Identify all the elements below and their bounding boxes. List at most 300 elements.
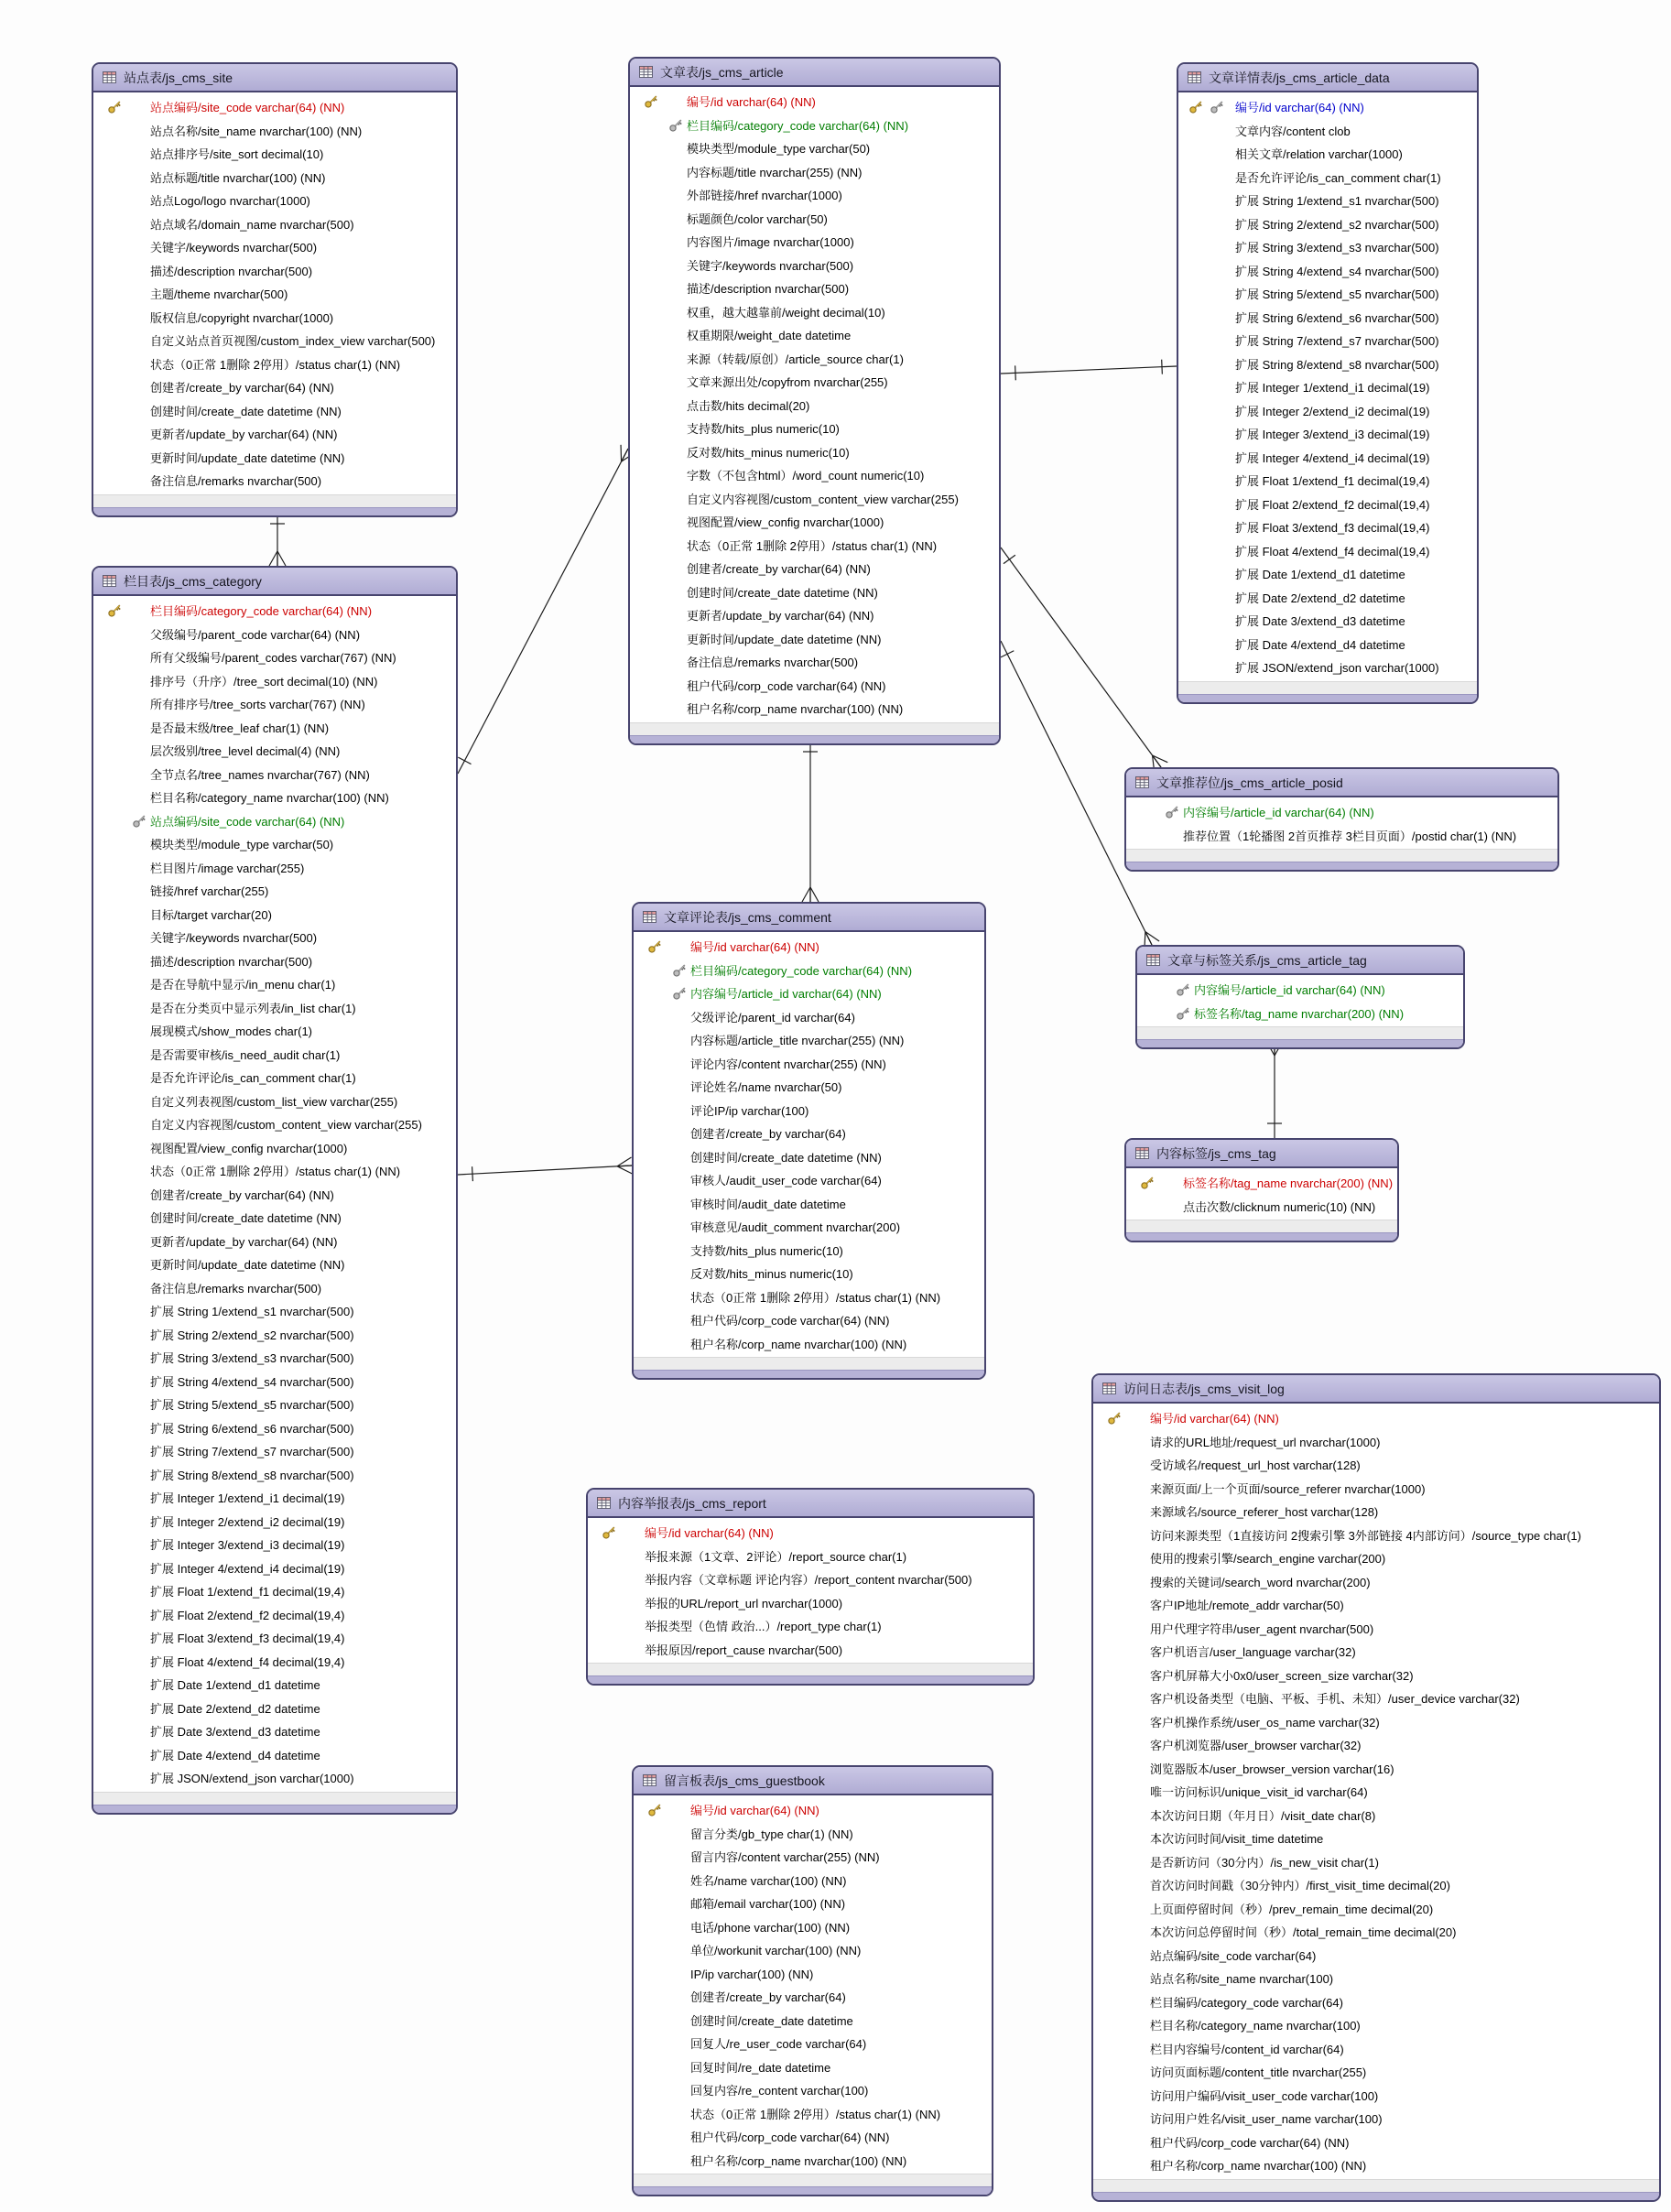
field-label: 租户代码/corp_code varchar(64) (NN) xyxy=(690,1313,890,1328)
table-header-js_cms_category[interactable] xyxy=(93,568,456,596)
field-row xyxy=(93,189,456,212)
field-label: 举报类型（色情 政治...）/report_type char(1) xyxy=(645,1619,882,1633)
table-footer xyxy=(1126,1220,1397,1232)
entity-table-js_cms_article_data[interactable] xyxy=(1177,62,1479,704)
field-row xyxy=(630,650,999,674)
field-label: 来源域名/source_referer_host varchar(128) xyxy=(1150,1504,1379,1519)
field-row xyxy=(93,1346,456,1370)
field-label: 描述/description nvarchar(500) xyxy=(687,281,850,296)
table-footer xyxy=(588,1663,1033,1675)
field-row xyxy=(630,697,999,721)
field-label: 创建者/create_by varchar(64) xyxy=(690,1126,846,1141)
primary-key-icon xyxy=(647,1802,663,1817)
field-label: 状态（0正常 1删除 2停用）/status char(1) (NN) xyxy=(150,357,401,372)
table-field-list xyxy=(634,932,984,1357)
field-label: 描述/description nvarchar(500) xyxy=(150,954,313,969)
field-row xyxy=(634,2055,992,2079)
field-label: 扩展 Integer 2/extend_i2 decimal(19) xyxy=(150,1514,345,1529)
field-row xyxy=(634,935,984,959)
primary-key-icon xyxy=(107,602,123,618)
field-row xyxy=(1093,1733,1659,1757)
field-label: 姓名/name varchar(100) (NN) xyxy=(690,1873,847,1888)
field-label: 全节点名/tree_names nvarchar(767) (NN) xyxy=(150,767,370,782)
field-label: 权重期限/weight_date datetime xyxy=(687,328,852,342)
field-label: 留言分类/gb_type char(1) (NN) xyxy=(690,1827,853,1841)
field-label: 反对数/hits_minus numeric(10) xyxy=(690,1266,853,1281)
field-row xyxy=(1178,446,1477,470)
field-label: 唯一访问标识/unique_visit_id varchar(64) xyxy=(1150,1784,1368,1799)
field-row xyxy=(588,1521,1033,1545)
table-title: 文章评论表/js_cms_comment xyxy=(664,909,831,925)
field-label: 创建时间/create_date datetime (NN) xyxy=(150,404,342,418)
field-label: 内容编号/article_id varchar(64) (NN) xyxy=(1194,982,1385,997)
field-row xyxy=(93,1697,456,1720)
field-label: 扩展 String 7/extend_s7 nvarchar(500) xyxy=(1235,333,1439,348)
entity-table-js_cms_tag[interactable] xyxy=(1124,1138,1399,1242)
table-header-js_cms_visit_log[interactable] xyxy=(1093,1375,1659,1404)
field-row xyxy=(630,534,999,558)
field-row xyxy=(1093,2037,1659,2061)
field-label: 视图配置/view_config nvarchar(1000) xyxy=(150,1141,348,1155)
field-row xyxy=(1093,2084,1659,2108)
field-label: 扩展 String 5/extend_s5 nvarchar(500) xyxy=(1235,287,1439,301)
field-label: 来源（转载/原创）/article_source char(1) xyxy=(687,352,904,366)
table-title: 栏目表/js_cms_category xyxy=(124,573,262,589)
field-label: 栏目编码/category_code varchar(64) xyxy=(1150,1995,1343,2010)
field-row xyxy=(630,347,999,371)
table-header-js_cms_site[interactable] xyxy=(93,64,456,92)
field-label: 状态（0正常 1删除 2停用）/status char(1) (NN) xyxy=(690,2107,941,2121)
table-field-list xyxy=(93,596,456,1792)
field-row xyxy=(1178,539,1477,563)
field-label: 扩展 Date 1/extend_d1 datetime xyxy=(1235,567,1405,581)
field-label: 自定义列表视图/custom_list_view varchar(255) xyxy=(150,1094,398,1109)
field-row xyxy=(634,1869,992,1892)
field-label: 邮箱/email varchar(100) (NN) xyxy=(690,1896,846,1911)
field-row xyxy=(93,669,456,693)
field-row xyxy=(93,329,456,352)
field-row xyxy=(634,1915,992,1939)
field-label: 使用的搜索引擎/search_engine varchar(200) xyxy=(1150,1551,1386,1566)
field-row xyxy=(93,1206,456,1230)
field-label: 是否在分类页中显示列表/in_list char(1) xyxy=(150,1001,356,1015)
field-label: 本次访问日期（年月日）/visit_date char(8) xyxy=(1150,1808,1376,1823)
field-label: 审核意见/audit_comment nvarchar(200) xyxy=(690,1220,901,1234)
field-label: 扩展 Integer 1/extend_i1 decimal(19) xyxy=(150,1491,345,1505)
field-row xyxy=(1093,1920,1659,1944)
table-footer-bar xyxy=(1126,1232,1397,1241)
field-row xyxy=(1093,1546,1659,1570)
field-label: 模块类型/module_type varchar(50) xyxy=(687,141,871,156)
field-row xyxy=(1126,1171,1397,1195)
field-label: 编号/id varchar(64) (NN) xyxy=(690,939,819,954)
table-footer-bar xyxy=(588,1675,1033,1684)
field-label: 扩展 Integer 1/extend_i1 decimal(19) xyxy=(1235,380,1430,395)
field-label: 扩展 Date 1/extend_d1 datetime xyxy=(150,1677,320,1692)
table-header-js_cms_comment[interactable] xyxy=(634,904,984,932)
field-row xyxy=(93,949,456,973)
field-row xyxy=(93,1112,456,1136)
field-row xyxy=(1093,1570,1659,1594)
field-row xyxy=(93,739,456,763)
field-label: 扩展 Date 3/extend_d3 datetime xyxy=(1235,613,1405,628)
field-label: 关键字/keywords nvarchar(500) xyxy=(687,258,854,273)
field-label: 评论姓名/name nvarchar(50) xyxy=(690,1079,842,1094)
field-label: 创建者/create_by varchar(64) (NN) xyxy=(150,1187,334,1202)
field-label: 留言内容/content varchar(255) (NN) xyxy=(690,1849,880,1864)
field-label: 栏目编码/category_code varchar(64) (NN) xyxy=(690,963,913,978)
field-label: 栏目编码/category_code varchar(64) (NN) xyxy=(687,118,909,133)
foreign-key-icon xyxy=(672,962,688,978)
field-label: 排序号（升序）/tree_sort decimal(10) (NN) xyxy=(150,674,378,689)
field-label: 租户名称/corp_name nvarchar(100) (NN) xyxy=(1150,2158,1367,2173)
field-row xyxy=(93,1486,456,1510)
field-label: 单位/workunit varchar(100) (NN) xyxy=(690,1943,862,1957)
field-row xyxy=(93,786,456,809)
primary-key-icon xyxy=(1188,99,1204,114)
field-label: 用户代理字符串/user_agent nvarchar(500) xyxy=(1150,1621,1374,1636)
primary-key-icon xyxy=(107,99,123,114)
field-label: 站点域名/domain_name nvarchar(500) xyxy=(150,217,354,232)
field-row xyxy=(93,1766,456,1790)
table-grid-icon xyxy=(1135,1147,1149,1159)
field-row xyxy=(588,1638,1033,1662)
field-row xyxy=(1093,2107,1659,2131)
field-label: 扩展 Date 3/extend_d3 datetime xyxy=(150,1724,320,1739)
field-label: 栏目内容编号/content_id varchar(64) xyxy=(1150,2042,1344,2056)
primary-key-icon xyxy=(1140,1175,1156,1190)
field-label: 租户代码/corp_code varchar(64) (NN) xyxy=(1150,2135,1350,2150)
entity-table-js_cms_report[interactable] xyxy=(586,1488,1035,1686)
field-row xyxy=(93,282,456,306)
field-row xyxy=(1178,329,1477,352)
field-row xyxy=(1093,1430,1659,1454)
field-row xyxy=(93,259,456,283)
field-label: 举报内容（文章标题 评论内容）/report_content nvarchar(500) xyxy=(645,1572,972,1587)
field-label: 推荐位置（1轮播图 2首页推荐 3栏目页面）/postid char(1) (NN) xyxy=(1183,829,1517,843)
field-label: 扩展 String 1/extend_s1 nvarchar(500) xyxy=(150,1304,354,1318)
field-label: 扩展 String 3/extend_s3 nvarchar(500) xyxy=(150,1350,354,1365)
field-row xyxy=(93,763,456,786)
field-row xyxy=(588,1614,1033,1638)
field-label: 受访域名/request_url_host varchar(128) xyxy=(1150,1458,1361,1472)
field-label: 创建时间/create_date datetime (NN) xyxy=(687,585,878,600)
field-row xyxy=(1178,375,1477,399)
field-label: 编号/id varchar(64) (NN) xyxy=(690,1803,819,1817)
field-row xyxy=(634,2102,992,2126)
field-row xyxy=(634,1005,984,1029)
field-label: 父级评论/parent_id varchar(64) xyxy=(690,1010,855,1025)
table-field-list xyxy=(1093,1404,1659,2179)
field-label: 扩展 String 6/extend_s6 nvarchar(500) xyxy=(1235,310,1439,325)
field-row xyxy=(588,1591,1033,1615)
field-label: 请求的URL地址/request_url nvarchar(1000) xyxy=(1150,1435,1381,1449)
field-row xyxy=(1093,1780,1659,1804)
field-label: 扩展 Integer 4/extend_i4 decimal(19) xyxy=(1235,450,1430,465)
field-label: 客户IP地址/remote_addr varchar(50) xyxy=(1150,1598,1344,1612)
field-label: 站点排序号/site_sort decimal(10) xyxy=(150,146,324,161)
field-row xyxy=(630,463,999,487)
table-field-list xyxy=(1126,1168,1397,1220)
table-grid-icon xyxy=(643,1774,656,1786)
field-label: 是否在导航中显示/in_menu char(1) xyxy=(150,977,336,992)
field-label: 外部链接/href nvarchar(1000) xyxy=(687,188,842,202)
field-row xyxy=(634,1285,984,1309)
table-footer xyxy=(1178,681,1477,694)
table-footer xyxy=(1126,849,1557,862)
entity-table-js_cms_guestbook[interactable] xyxy=(632,1765,993,2196)
field-row xyxy=(93,1252,456,1276)
field-row xyxy=(1093,1710,1659,1734)
field-label: 扩展 Float 3/extend_f3 decimal(19,4) xyxy=(150,1631,345,1645)
field-row xyxy=(93,1579,456,1603)
field-row xyxy=(1178,166,1477,190)
field-row xyxy=(1093,1617,1659,1641)
field-label: 编号/id varchar(64) (NN) xyxy=(1150,1411,1279,1426)
field-label: 栏目编码/category_code varchar(64) (NN) xyxy=(150,603,373,618)
table-grid-icon xyxy=(597,1497,611,1509)
field-label: 更新时间/update_date datetime (NN) xyxy=(150,450,345,465)
field-label: 扩展 String 6/extend_s6 nvarchar(500) xyxy=(150,1421,354,1436)
field-label: 字数（不包含html）/word_count numeric(10) xyxy=(687,468,925,483)
field-row xyxy=(93,446,456,470)
field-label: 内容编号/article_id varchar(64) (NN) xyxy=(690,986,882,1001)
field-label: 扩展 Float 2/extend_f2 decimal(19,4) xyxy=(150,1608,345,1622)
field-row xyxy=(1178,422,1477,446)
field-label: 创建者/create_by varchar(64) xyxy=(690,1990,846,2004)
field-row xyxy=(634,2125,992,2149)
field-row xyxy=(93,1090,456,1113)
field-label: 举报的URL/report_url nvarchar(1000) xyxy=(645,1596,843,1610)
field-row xyxy=(634,1798,992,1822)
field-label: 审核人/audit_user_code varchar(64) xyxy=(690,1173,882,1187)
field-row xyxy=(93,716,456,740)
field-label: 文章来源出处/copyfrom nvarchar(255) xyxy=(687,374,888,389)
field-label: 站点编码/site_code varchar(64) (NN) xyxy=(150,814,345,829)
field-row xyxy=(1093,1827,1659,1850)
field-label: 评论IP/ip varchar(100) xyxy=(690,1103,809,1118)
field-row xyxy=(1178,515,1477,539)
field-label: 扩展 JSON/extend_json varchar(1000) xyxy=(1235,660,1439,675)
foreign-key-icon xyxy=(1176,1005,1191,1021)
field-row xyxy=(1178,282,1477,306)
field-label: 站点编码/site_code varchar(64) (NN) xyxy=(150,100,345,114)
field-row xyxy=(93,1416,456,1440)
field-row xyxy=(1126,800,1557,824)
field-label: 举报原因/report_cause nvarchar(500) xyxy=(645,1643,843,1657)
field-label: 是否允许评论/is_can_comment char(1) xyxy=(1235,170,1441,185)
field-label: 访问用户姓名/visit_user_name varchar(100) xyxy=(1150,2111,1383,2126)
field-label: 回复时间/re_date datetime xyxy=(690,2060,831,2075)
field-row xyxy=(634,1239,984,1263)
field-label: 客户机语言/user_language varchar(32) xyxy=(1150,1644,1356,1659)
field-label: 标题颜色/color varchar(50) xyxy=(687,211,828,226)
field-row xyxy=(630,510,999,534)
field-row xyxy=(630,557,999,580)
table-grid-icon xyxy=(103,71,116,83)
field-row xyxy=(93,1183,456,1207)
table-grid-icon xyxy=(103,575,116,587)
field-label: 反对数/hits_minus numeric(10) xyxy=(687,445,850,460)
field-label: 备注信息/remarks nvarchar(500) xyxy=(687,655,859,669)
field-row xyxy=(1178,189,1477,212)
field-row xyxy=(634,1052,984,1076)
field-label: 扩展 Float 1/extend_f1 decimal(19,4) xyxy=(150,1584,345,1599)
field-row xyxy=(1093,1453,1659,1477)
field-row xyxy=(634,1938,992,1962)
table-footer-bar xyxy=(1126,862,1557,870)
field-row xyxy=(634,2009,992,2033)
field-row xyxy=(93,645,456,669)
field-label: 模块类型/module_type varchar(50) xyxy=(150,837,334,851)
table-header-js_cms_guestbook[interactable] xyxy=(634,1767,992,1795)
field-row xyxy=(1093,2060,1659,2084)
field-row xyxy=(1178,609,1477,633)
field-label: 扩展 String 2/extend_s2 nvarchar(500) xyxy=(150,1328,354,1342)
field-row xyxy=(93,1019,456,1043)
table-field-list xyxy=(1137,975,1463,1026)
field-label: 站点名称/site_name nvarchar(100) xyxy=(1150,1971,1334,1986)
entity-table-js_cms_site[interactable] xyxy=(92,62,458,517)
field-label: 客户机操作系统/user_os_name varchar(32) xyxy=(1150,1715,1380,1729)
field-row xyxy=(1178,95,1477,119)
field-label: 是否新访问（30分内）/is_new_visit char(1) xyxy=(1150,1855,1379,1870)
table-title: 站点表/js_cms_site xyxy=(124,70,233,85)
field-row xyxy=(1093,1664,1659,1687)
table-header-js_cms_article_tag[interactable] xyxy=(1137,947,1463,975)
field-row xyxy=(630,136,999,160)
table-header-js_cms_article_data[interactable] xyxy=(1178,64,1477,92)
table-footer xyxy=(1093,2179,1659,2192)
field-row xyxy=(1093,1757,1659,1781)
field-row xyxy=(634,959,984,982)
field-label: 栏目名称/category_name nvarchar(100) xyxy=(1150,2018,1361,2033)
field-label: 扩展 Integer 2/extend_i2 decimal(19) xyxy=(1235,404,1430,418)
field-label: 目标/target varchar(20) xyxy=(150,907,272,922)
field-row xyxy=(93,623,456,646)
foreign-key-icon xyxy=(1210,99,1225,114)
table-header-js_cms_article[interactable] xyxy=(630,59,999,87)
field-row xyxy=(634,2078,992,2102)
field-row xyxy=(93,1673,456,1697)
field-label: 扩展 String 7/extend_s7 nvarchar(500) xyxy=(150,1444,354,1458)
field-row xyxy=(1126,824,1557,848)
field-row xyxy=(93,1159,456,1183)
field-row xyxy=(93,1066,456,1090)
field-row xyxy=(93,1650,456,1674)
field-row xyxy=(93,1299,456,1323)
field-label: 创建者/create_by varchar(64) (NN) xyxy=(150,380,334,395)
entity-table-js_cms_visit_log[interactable] xyxy=(1091,1373,1661,2202)
field-label: 回复内容/re_content varchar(100) xyxy=(690,2083,869,2098)
field-row xyxy=(630,183,999,207)
field-label: 扩展 String 3/extend_s3 nvarchar(500) xyxy=(1235,240,1439,255)
table-footer-bar xyxy=(93,1805,456,1813)
entity-table-js_cms_article_tag[interactable] xyxy=(1135,945,1465,1049)
field-row xyxy=(634,1332,984,1356)
field-label: 访问用户编码/visit_user_code varchar(100) xyxy=(1150,2088,1379,2103)
primary-key-icon xyxy=(647,938,663,954)
field-row xyxy=(634,1122,984,1145)
foreign-key-icon xyxy=(132,813,147,829)
field-row xyxy=(634,2149,992,2173)
field-row xyxy=(634,1215,984,1239)
table-header-js_cms_article_posid[interactable] xyxy=(1126,769,1557,797)
field-label: IP/ip varchar(100) (NN) xyxy=(690,1967,814,1981)
field-label: 站点Logo/logo nvarchar(1000) xyxy=(150,193,310,208)
entity-table-js_cms_category[interactable] xyxy=(92,566,458,1815)
field-label: 编号/id varchar(64) (NN) xyxy=(645,1525,774,1540)
field-row xyxy=(1093,2013,1659,2037)
field-row xyxy=(1093,1523,1659,1547)
field-label: 所有父级编号/parent_codes varchar(767) (NN) xyxy=(150,650,396,665)
field-row xyxy=(634,1075,984,1099)
field-row xyxy=(1137,1002,1463,1025)
field-label: 搜索的关键词/search_word nvarchar(200) xyxy=(1150,1575,1371,1589)
field-label: 扩展 Float 1/extend_f1 decimal(19,4) xyxy=(1235,473,1430,488)
field-row xyxy=(1093,1686,1659,1710)
field-label: 首次访问时间戳（30分钟内）/first_visit_time decimal(20) xyxy=(1150,1878,1450,1892)
table-footer xyxy=(630,722,999,735)
field-row xyxy=(634,981,984,1005)
field-label: 支持数/hits_plus numeric(10) xyxy=(687,421,840,436)
field-label: 标签名称/tag_name nvarchar(200) (NN) xyxy=(1194,1006,1405,1021)
table-footer-bar xyxy=(634,1370,984,1378)
field-row xyxy=(93,832,456,856)
table-header-js_cms_tag[interactable] xyxy=(1126,1140,1397,1168)
field-row xyxy=(93,1743,456,1767)
field-label: 扩展 JSON/extend_json varchar(1000) xyxy=(150,1771,354,1785)
field-row xyxy=(1137,978,1463,1002)
field-row xyxy=(1178,306,1477,330)
field-label: 电话/phone varchar(100) (NN) xyxy=(690,1920,851,1935)
field-label: 来源页面/上一个页面/source_referer nvarchar(1000) xyxy=(1150,1481,1426,1496)
field-label: 是否需要审核/is_need_audit char(1) xyxy=(150,1047,341,1062)
field-label: 扩展 Integer 3/extend_i3 decimal(19) xyxy=(1235,427,1430,441)
field-label: 关键字/keywords nvarchar(500) xyxy=(150,930,318,945)
field-row xyxy=(93,599,456,623)
field-label: 展现模式/show_modes char(1) xyxy=(150,1024,312,1038)
field-row xyxy=(93,1510,456,1534)
field-label: 扩展 Date 2/extend_d2 datetime xyxy=(1235,591,1405,605)
field-label: 上页面停留时间（秒）/prev_remain_time decimal(20) xyxy=(1150,1902,1434,1916)
field-row xyxy=(93,352,456,376)
primary-key-icon xyxy=(644,93,659,109)
field-row xyxy=(1178,399,1477,423)
field-label: 本次访问总停留时间（秒）/total_remain_time decimal(20) xyxy=(1150,1925,1457,1939)
field-label: 客户机屏幕大小0x0/user_screen_size varchar(32) xyxy=(1150,1668,1414,1683)
entity-table-js_cms_article[interactable] xyxy=(628,57,1001,745)
field-label: 相关文章/relation varchar(1000) xyxy=(1235,146,1403,161)
field-row xyxy=(93,212,456,236)
field-row xyxy=(634,1145,984,1169)
field-row xyxy=(93,692,456,716)
field-row xyxy=(630,323,999,347)
field-row xyxy=(634,1308,984,1332)
table-header-js_cms_report[interactable] xyxy=(588,1490,1033,1518)
entity-table-js_cms_comment[interactable] xyxy=(632,902,986,1380)
table-footer xyxy=(93,494,456,507)
field-row xyxy=(93,166,456,190)
field-row xyxy=(630,580,999,604)
field-row xyxy=(630,160,999,184)
field-row xyxy=(93,1393,456,1416)
field-label: 标签名称/tag_name nvarchar(200) (NN) xyxy=(1183,1176,1394,1190)
field-row xyxy=(634,1028,984,1052)
field-row xyxy=(630,394,999,417)
field-row xyxy=(93,996,456,1020)
entity-table-js_cms_article_posid[interactable] xyxy=(1124,767,1559,872)
